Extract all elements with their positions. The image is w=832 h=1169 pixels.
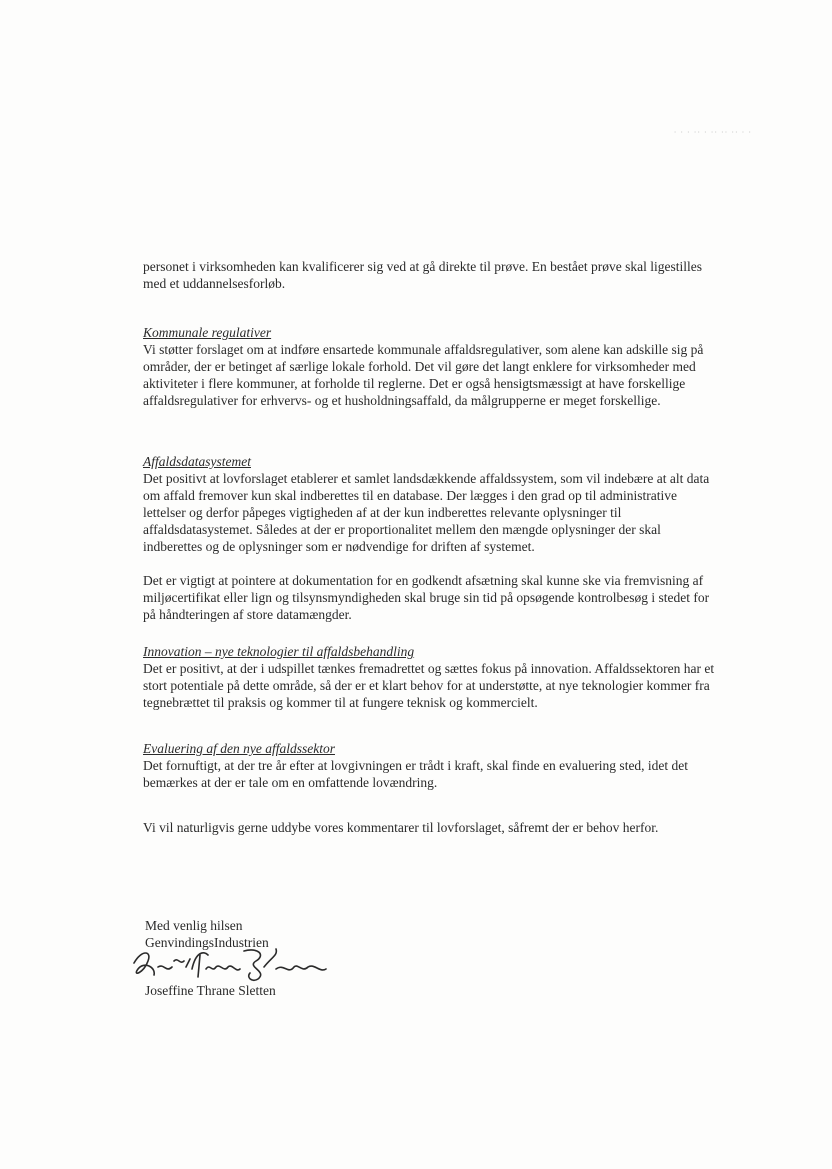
section-innovation [143,643,718,711]
section-paragraph: Det er vigtigt at pointere at dokumentation for en godkendt afsætning skal kunne ske via fremvisning af miljøcertifikat eller lign og tilsynsmyndigheden skal bruge sin tid på opsøgende kontrolbesøg i stedet for på håndteringen af store datamængder. [143,573,710,622]
section-paragraph: Vi støtter forslaget om at indføre ensartede kommunale affaldsregulativer, som alene kan adskille sig på områder, der er betinget af særlige lokale forhold. Det vil gøre det langt enklere for virksomheder med aktiviteter i flere kommuner, at forholde til reglerne. Det er også hensigtsmæssigt at have forskellige affaldsregulativer for erhvervs- og et husholdningsaffald, da målgrupperne er meget forskellige. [143,342,704,408]
section-affaldsdatasystemet [143,453,718,623]
section-heading: Innovation – nye teknologier til affaldsbehandling [143,644,415,659]
section-paragraph: Det fornuftigt, at der tre år efter at lovgivningen er trådt i kraft, skal finde en evaluering sted, idet det bemærkes at der er tale om en omfattende lovændring. [143,758,689,790]
closing-paragraph [143,819,718,836]
signer-name: Joseffine Thrane Sletten [145,983,276,998]
section-paragraph: Det positivt at lovforslaget etablerer et samlet landsdækkende affaldssystem, som vil indebære at alt data om affald fremover kun skal indberettes til en database. Der lægges i den grad op til administrative lettelser og derfor påpeges vigtigheden af at der kun indberettes relevante oplysninger til affaldsdatasystemet. Således at der er proportionalitet mellem den mængde oplysninger der skal indberettes og de oplysninger som er nødvendige for driften af systemet. [143,471,710,554]
closing-text: Vi vil naturligvis gerne uddybe vores kommentarer til lovforslaget, såfremt der er behov herfor. [143,820,659,835]
section-heading: Evaluering af den nye affaldssektor [143,741,335,756]
section-paragraph: Det er positivt, at der i udspillet tænkes fremadrettet og sættes fokus på innovation. Affaldssektoren har et stort potentiale på dette område, så der er et klart behov for at understøtte, at nye teknologier kommer fra tegnebrættet til praksis og kommer til at fungere teknisk og kommercielt. [143,661,715,710]
signoff-organization: GenvindingsIndustrien [145,935,269,950]
section-kommunale-regulativer [143,324,718,409]
intro-paragraph [143,258,718,292]
intro-text: personet i virksomheden kan kvalificerer sig ved at gå direkte til prøve. En bestået prøve skal ligestilles med et uddannelsesforløb. [143,259,702,291]
section-heading: Kommunale regulativer [143,325,272,340]
signoff-greeting: Med venlig hilsen [145,918,243,933]
section-evaluering [143,740,718,791]
scan-artifact: · · · ·· · ·· ·· ·· · · [673,128,752,137]
section-heading: Affaldsdatasystemet [143,454,251,469]
